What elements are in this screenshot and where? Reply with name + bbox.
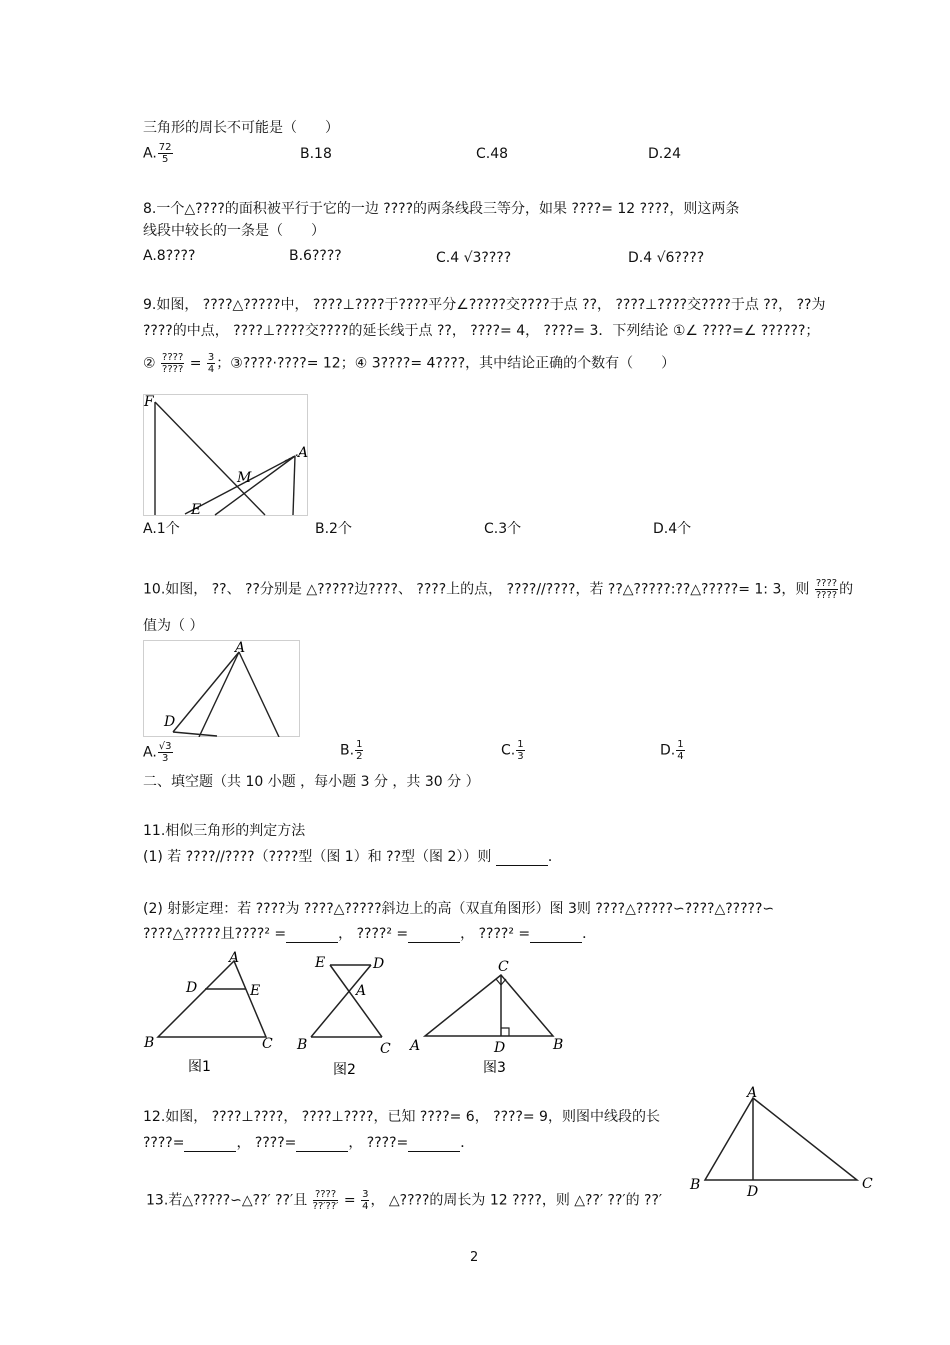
q9-line3: ② $\frac{????}{????}$ = $\frac{3}{4}$ ；③????·????= 12；④ 3????= 4????，其中结论正确的个数有（ ） <box>143 352 676 375</box>
triangle-abc <box>425 975 553 1036</box>
q12-line2: ????= ， ????= ， ????= ． <box>143 1135 475 1151</box>
fraction: $\frac{????}{????}$ <box>815 578 838 601</box>
point-label-b: B <box>297 1037 308 1053</box>
point-label-e: E <box>250 983 261 999</box>
fraction: $\frac{3}{4}$ <box>362 1189 369 1212</box>
point-label-a: A <box>235 640 246 656</box>
segment-line <box>173 652 239 732</box>
point-label-f: F <box>144 394 154 410</box>
point-label-d: D <box>494 1040 506 1056</box>
q7-option-b: B.18 <box>300 146 332 162</box>
point-label-d: D <box>186 980 198 996</box>
q9-option-b: B.2个 <box>315 521 352 537</box>
section-heading: 二、填空题（共 10 小题 ，每小题 3 分 ，共 30 分 ） <box>143 774 480 790</box>
q10-option-a: A. $\frac{√3}{3}$ <box>143 741 172 764</box>
point-label-e: E <box>315 955 326 971</box>
q10-line1: 10.如图， ??、 ??分别是 △?????边????、 ????上的点， ????//????，若 ??△?????:??△?????= 1: 3，则 $\frac{????}{????}$ 的 <box>143 578 854 601</box>
point-label-a: A <box>747 1085 758 1101</box>
fraction: $\frac{√3}{3}$ <box>158 741 172 764</box>
figure-caption: 图1 <box>188 1059 211 1075</box>
right-angle-mark <box>501 1028 509 1036</box>
q7-option-a: A. $\frac{72}{5}$ <box>143 142 172 165</box>
answer-blank[interactable] <box>496 851 548 866</box>
point-label-b: B <box>690 1177 701 1193</box>
point-label-d: D <box>373 956 385 972</box>
segment-line <box>239 652 279 737</box>
q10-option-b: B. $\frac{1}{2}$ <box>340 739 363 762</box>
q9-line1: 9.如图， ????△?????中， ????⊥????于????平分∠?????交????于点 ??， ????⊥????交????于点 ??， ??为 <box>143 297 826 313</box>
fraction: $\frac{3}{4}$ <box>207 352 215 375</box>
point-label-d: D <box>164 714 176 730</box>
q9-option-c: C.3个 <box>484 521 522 537</box>
point-label-c: C <box>380 1041 391 1057</box>
q11-part2-line2: ????△?????且????² = ， ????² = ， ????² = ． <box>143 926 597 942</box>
fraction: $\frac{1}{2}$ <box>356 739 363 762</box>
q7-option-d: D.24 <box>648 146 682 162</box>
point-label-c: C <box>862 1176 873 1192</box>
fraction: $\frac{????}{????}$ <box>162 352 184 375</box>
q11-figure-1 <box>140 945 285 1080</box>
fraction: $\frac{1}{4}$ <box>677 739 684 762</box>
point-label-a: A <box>298 445 309 461</box>
page-number: 2 <box>470 1250 479 1265</box>
segment-line <box>293 456 295 515</box>
q10-option-d: D. $\frac{1}{4}$ <box>660 739 684 762</box>
q8-option-c: C.4 √3???? <box>436 250 512 266</box>
triangle-abc <box>158 961 266 1037</box>
point-label-b: B <box>553 1037 564 1053</box>
point-label-a: A <box>229 950 240 966</box>
q8-option-d: D.4 √6???? <box>628 250 705 266</box>
q11-part2-line1: (2) 射影定理：若 ????为 ????△?????斜边上的高（双直角图形）图 3则 ????△?????∽????△?????∽ <box>143 901 775 917</box>
point-label-c: C <box>498 959 509 975</box>
answer-blank[interactable] <box>296 1137 348 1152</box>
q12-figure <box>685 1084 880 1202</box>
q8-option-b: B.6???? <box>289 248 342 264</box>
figure-frame <box>144 395 308 516</box>
answer-blank[interactable] <box>184 1137 236 1152</box>
q10-figure <box>143 640 301 737</box>
segment-line <box>155 402 265 515</box>
figure-caption: 图3 <box>483 1060 506 1076</box>
answer-blank[interactable] <box>286 928 338 943</box>
q9-line2: ????的中点， ????⊥????交????的延长线于点 ??， ????= 4， ????= 3．下列结论 ①∠ ????=∠ ??????； <box>143 323 820 339</box>
q8-line1: 8.一个△????的面积被平行于它的一边 ????的两条线段三等分，如果 ????= 12 ????，则这两条 <box>143 201 740 217</box>
segment-line <box>215 456 295 515</box>
q11-figure-2 <box>295 945 405 1080</box>
triangle-abc <box>705 1098 857 1180</box>
q12-line1: 12.如图， ????⊥????， ????⊥????，已知 ????= 6， ????= 9，则图中线段的长 <box>143 1109 660 1125</box>
point-label-b: B <box>144 1035 155 1051</box>
q7-stem: 三角形的周长不可能是（ ） <box>143 120 339 136</box>
point-label-m: M <box>237 470 252 486</box>
q10-option-c: C. $\frac{1}{3}$ <box>501 739 524 762</box>
point-label-a: A <box>410 1038 421 1054</box>
segment-ec <box>330 965 382 1037</box>
point-label-a: A <box>356 983 367 999</box>
segment-line <box>199 652 239 737</box>
q9-option-d: D.4个 <box>653 521 692 537</box>
answer-blank[interactable] <box>530 928 582 943</box>
point-label-c: C <box>262 1036 273 1052</box>
answer-blank[interactable] <box>408 1137 460 1152</box>
q9-option-a: A.1个 <box>143 521 180 537</box>
q11-figure-3 <box>405 945 570 1080</box>
fraction: $\frac{????}{??'??'}$ <box>312 1189 339 1212</box>
point-label-d: D <box>747 1184 759 1200</box>
answer-blank[interactable] <box>408 928 460 943</box>
q8-line2: 线段中较长的一条是（ ） <box>143 223 325 239</box>
segment-db <box>311 965 371 1037</box>
fraction: $\frac{1}{3}$ <box>517 739 524 762</box>
q8-option-a: A.8???? <box>143 248 196 264</box>
q7-option-c: C.48 <box>476 146 509 162</box>
q10-line2: 值为（ ） <box>143 618 204 634</box>
figure-caption: 图2 <box>333 1062 356 1078</box>
point-label-e: E <box>191 502 202 516</box>
q11-title: 11.相似三角形的判定方法 <box>143 823 306 839</box>
fraction: $\frac{72}{5}$ <box>158 142 172 165</box>
q11-part1: (1) 若 ????//????（????型（图 1）和 ??型（图 2））则 ． <box>143 849 562 865</box>
q9-figure <box>143 394 309 516</box>
q13-line1: 13.若△?????∽△??′ ??′且 $\frac{????}{??'??'}$ = $\frac{3}{4}$ ， △????的周长为 12 ????，则 △??′ ??′的 ??′ <box>146 1189 663 1212</box>
segment-line <box>173 732 217 736</box>
